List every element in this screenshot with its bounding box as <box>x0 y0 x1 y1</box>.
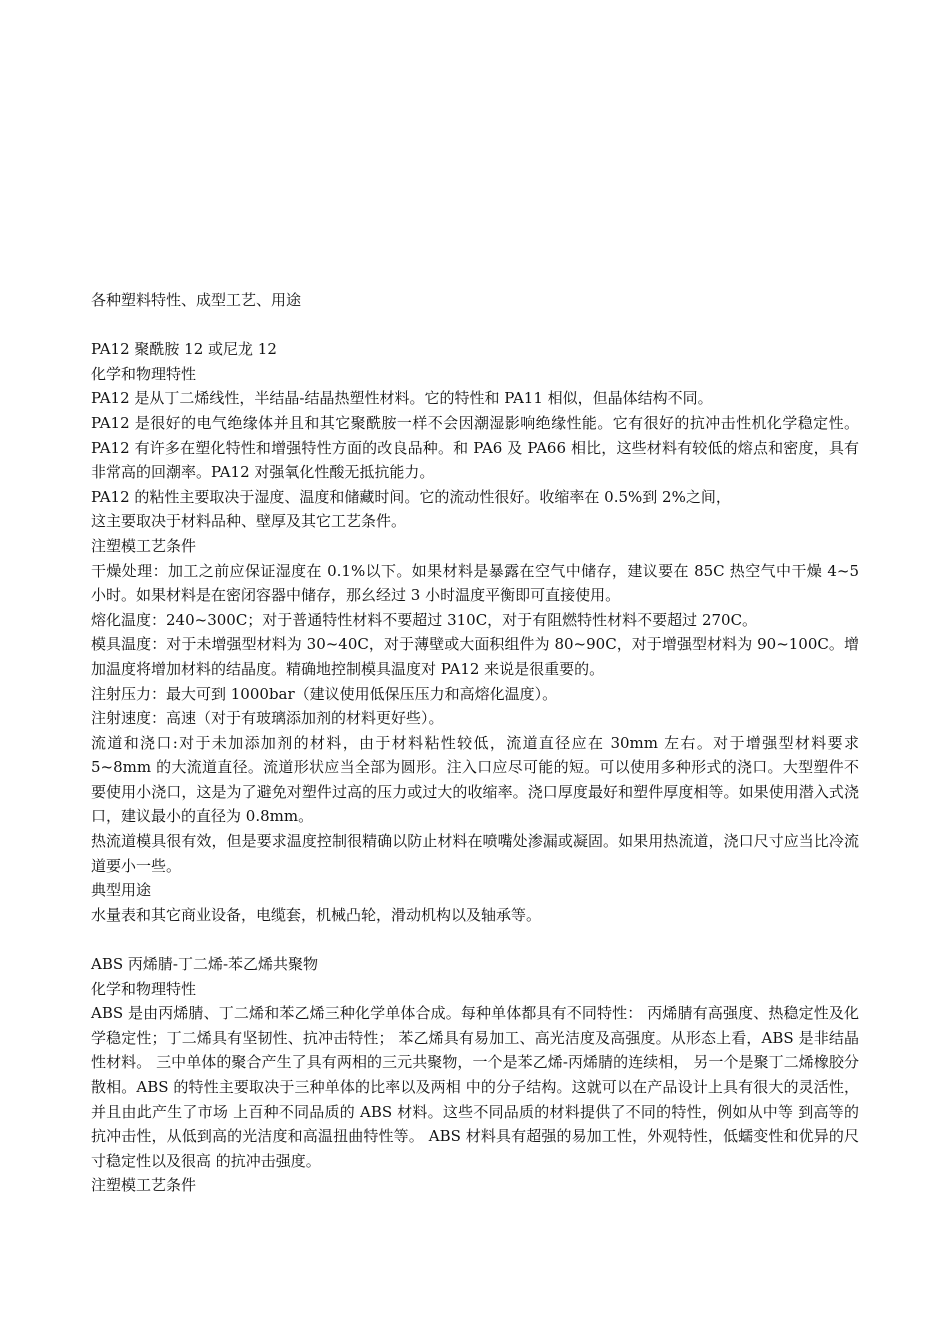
document-page <box>91 288 859 1198</box>
spacer <box>91 927 859 952</box>
pa12-drying: 干燥处理：加工之前应保证湿度在 0.1%以下。如果材料是暴露在空气中储存，建议要在 85C 热空气中干燥 4~5 小时。如果材料是在密闭容器中储存，那幺经过 3 小时温度平衡即可直接使用。 <box>91 561 859 605</box>
abs-heading: ABS 丙烯腈-丁二烯-苯乙烯共聚物 <box>91 955 319 974</box>
abs-chem-heading: 化学和物理特性 <box>91 979 197 998</box>
pa12-paragraph-2: PA12 是很好的电气绝缘体并且和其它聚酰胺一样不会因潮湿影响绝缘性能。它有很好的抗冲击性机化学稳定性。PA12 有许多在塑化特性和增强特性方面的改良品种。和 PA6 及 PA66 相比，这些材料有较低的熔点和密度，具有非常高的回潮率。PA12 对强氧化性酸无抵抗能力。 <box>91 413 859 482</box>
pa12-hot-runner: 热流道模具很有效，但是要求温度控制很精确以防止材料在喷嘴处渗漏或凝固。如果用热流道，浇口尺寸应当比冷流道要小一些。 <box>91 832 859 875</box>
spacer <box>91 313 859 338</box>
pa12-heading: PA12 聚酰胺 12 或尼龙 12 <box>91 340 277 359</box>
pa12-injection-speed: 注射速度：高速（对于有玻璃添加剂的材料更好些）。 <box>91 709 444 728</box>
pa12-injection-pressure: 注射压力：最大可到 1000bar（建议使用低保压压力和高熔化温度）。 <box>91 684 558 703</box>
abs-process-heading: 注塑模工艺条件 <box>91 1176 197 1195</box>
pa12-process-heading: 注塑模工艺条件 <box>91 536 197 555</box>
pa12-paragraph-4: 这主要取决于材料品种、壁厚及其它工艺条件。 <box>91 512 407 531</box>
pa12-paragraph-1: PA12 是从丁二烯线性，半结晶-结晶热塑性材料。它的特性和 PA11 相似，但晶体结构不同。 <box>91 389 713 408</box>
document-title: 各种塑料特性、成型工艺、用途 <box>91 291 302 309</box>
pa12-mold-temp: 模具温度：对于未增强型材料为 30~40C，对于薄壁或大面积组件为 80~90C，对于增强型材料为 90~100C。增加温度将增加材料的结晶度。精确地控制模具温度对 PA12 来说是很重要的。 <box>91 635 859 678</box>
pa12-melt-temp: 熔化温度：240~300C；对于普通特性材料不要超过 310C，对于有阻燃特性材料不要超过 270C。 <box>91 610 758 629</box>
pa12-runner-gate: 流道和浇口:对于未加添加剂的材料，由于材料粘性较低，流道直径应在 30mm 左右。对于增强型材料要求 5~8mm 的大流道直径。流道形状应当全部为圆形。注入口应尽可能的短。可以使用多种形式的浇口。大型塑件不要使用小浇口，这是为了避免对塑件过高的压力或过大的收缩率。浇口厚度最好和塑件厚度相等。如果使用潜入式浇口，建议最小的直径为 0.8mm。 <box>91 733 859 826</box>
abs-paragraph-1: ABS 是由丙烯腈、丁二烯和苯乙烯三种化学单体合成。每种单体都具有不同特性： 丙烯腈有高强度、热稳定性及化学稳定性；丁二烯具有坚韧性、抗冲击特性； 苯乙烯具有易加工、高光洁度及高强度。从形态上看，ABS 是非结晶性材料。 三中单体的聚合产生了具有两相的三元共聚物，一个是苯乙烯-丙烯腈的连续相， 另一个是聚丁二烯橡胶分散相。ABS 的特性主要取决于三种单体的比率以及两相 中的分子结构。这就可以在产品设计上具有很大的灵活性，并且由此产生了市场 上百种不同品质的 ABS 材料。这些不同品质的材料提供了不同的特性，例如从中等 到高等的抗冲击性，从低到高的光洁度和高温扭曲特性等。 ABS 材料具有超强的易加工性，外观特性，低蠕变性和优异的尺寸稳定性以及很高 的抗冲击强度。 <box>91 1004 859 1170</box>
pa12-uses-heading: 典型用途 <box>91 881 152 900</box>
pa12-paragraph-3: PA12 的粘性主要取决于湿度、温度和储藏时间。它的流动性很好。收缩率在 0.5%到 2%之间， <box>91 487 731 506</box>
pa12-chem-heading: 化学和物理特性 <box>91 364 197 383</box>
pa12-uses: 水量表和其它商业设备，电缆套，机械凸轮，滑动机构以及轴承等。 <box>91 905 542 924</box>
